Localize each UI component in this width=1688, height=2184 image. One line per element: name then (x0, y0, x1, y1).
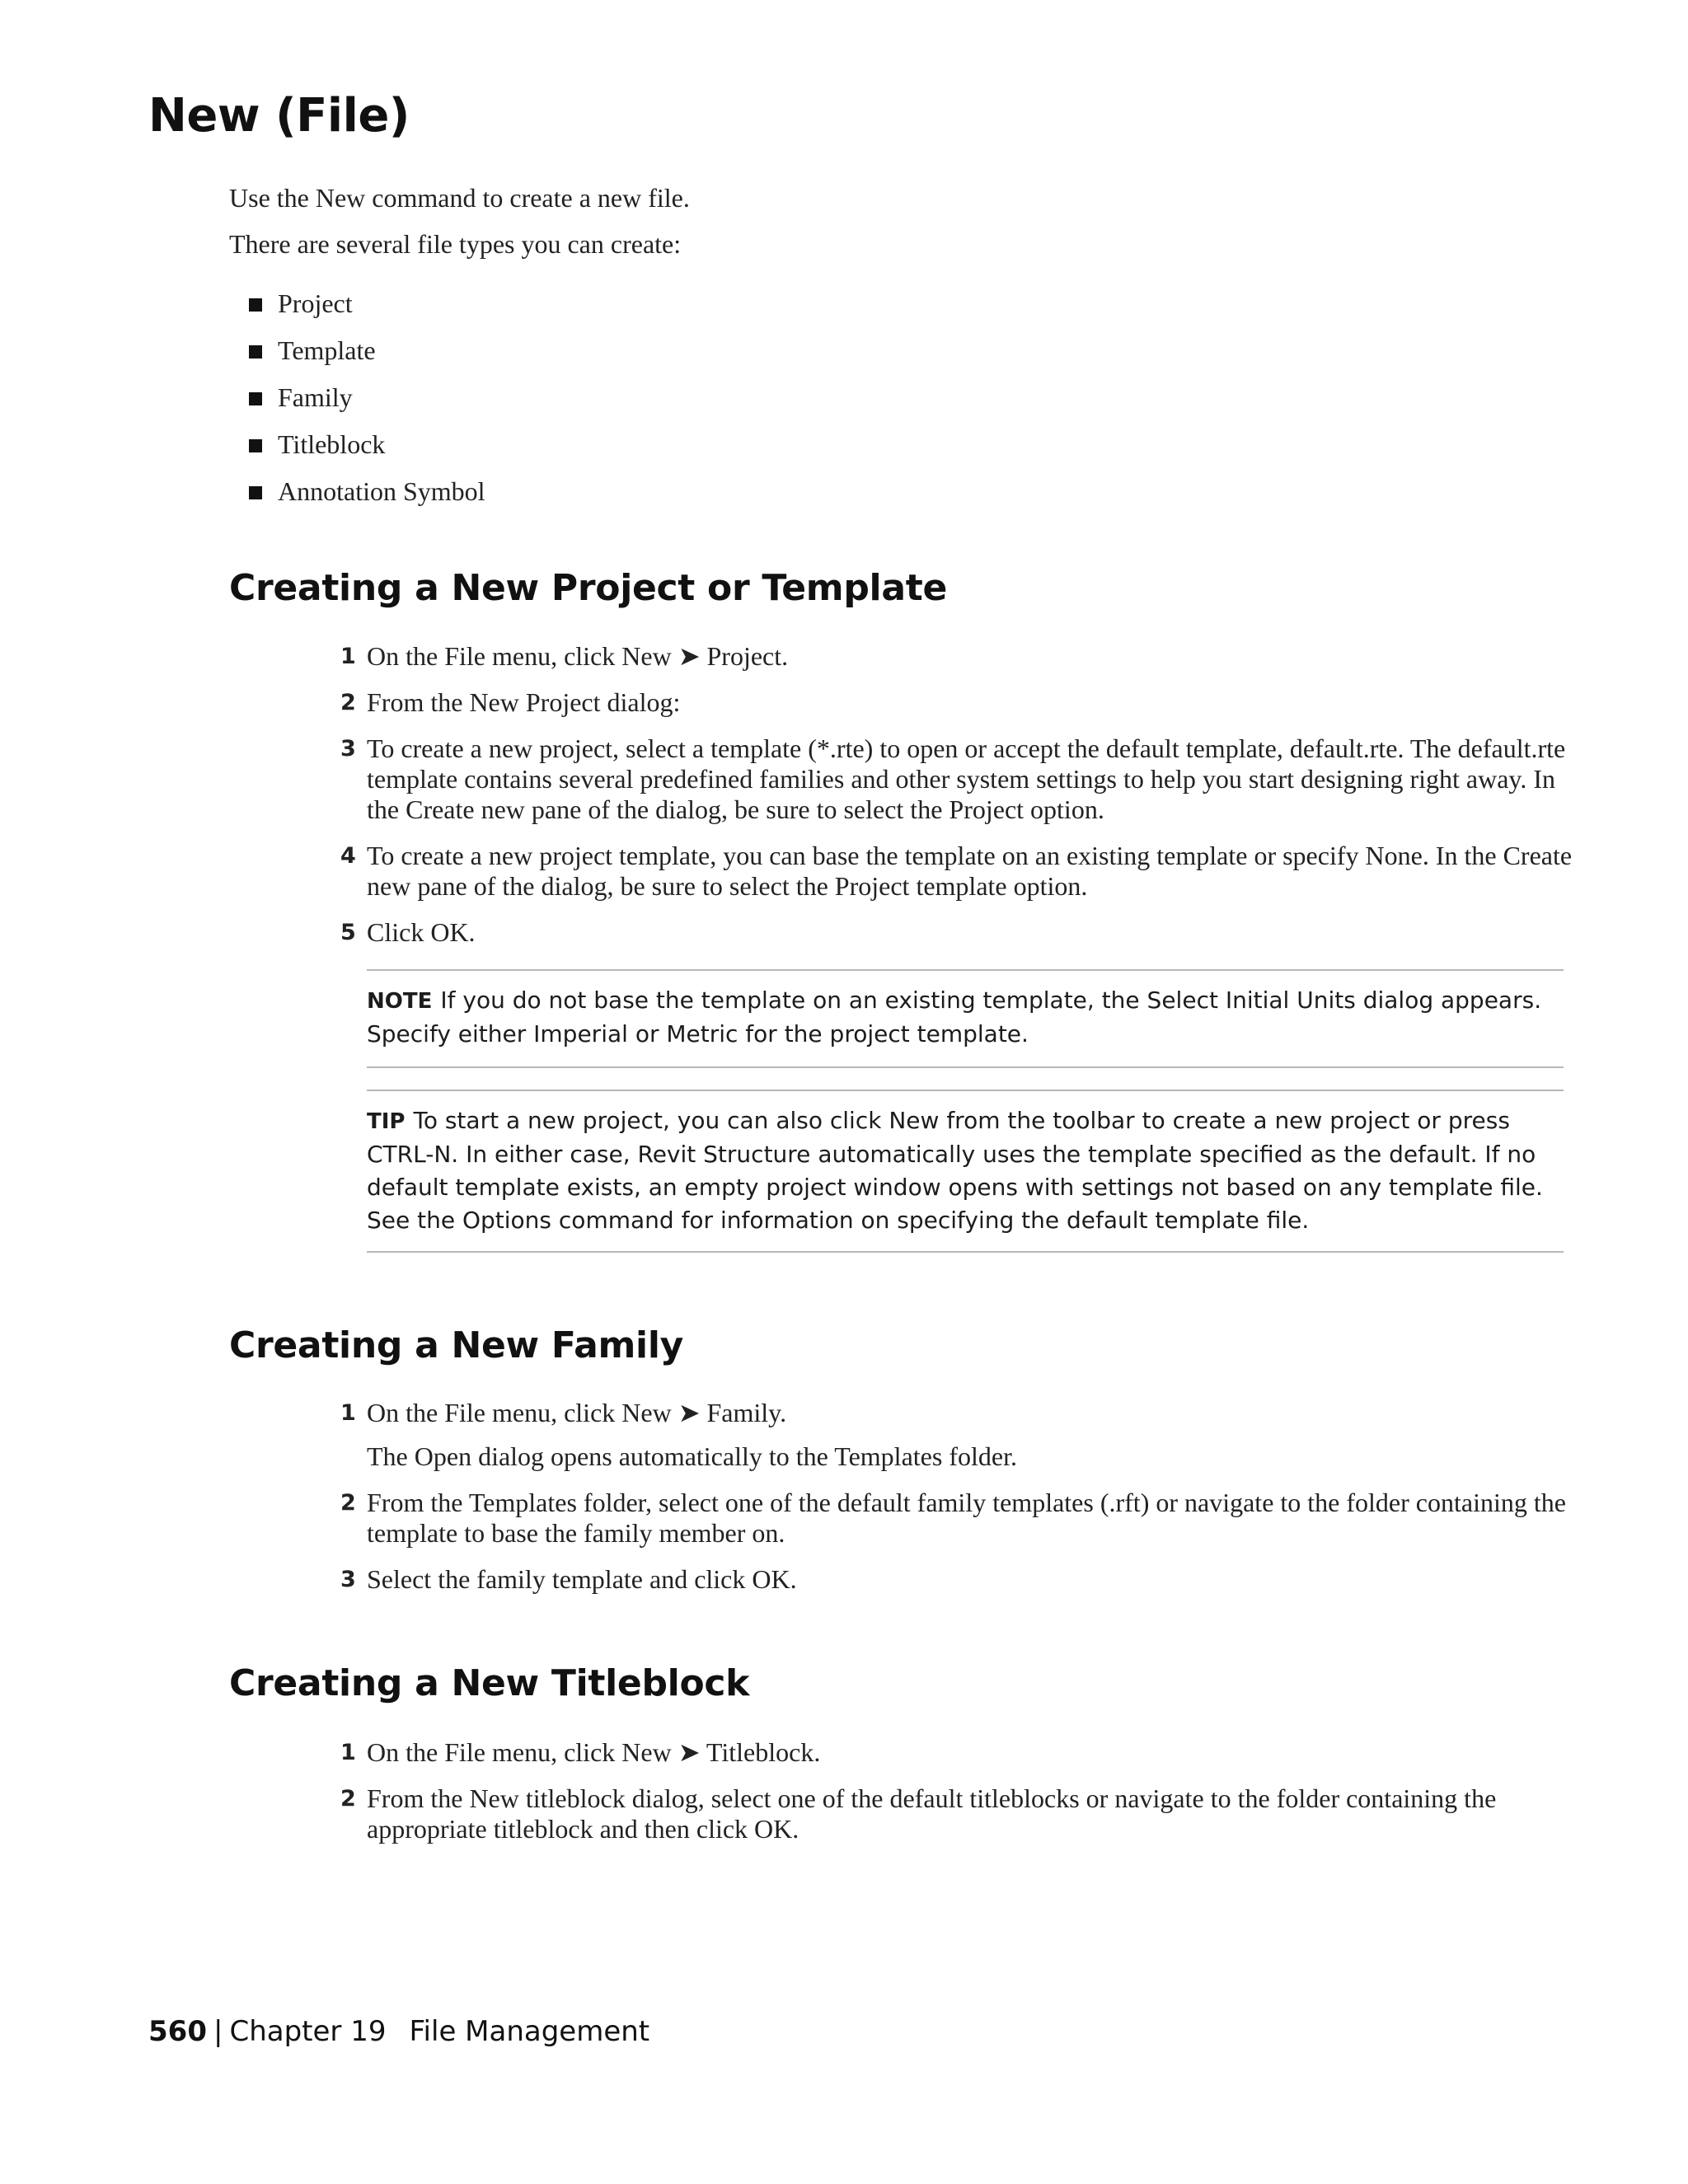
step-item: 5 Click OK. (340, 917, 476, 947)
step-item: 2 From the New titleblock dialog, select one of the default titleblocks or navigate to the folder containing the appropriate titleblock and then click OK. (340, 1783, 1497, 1844)
list-item: Annotation Symbol (247, 476, 485, 523)
bullet-square-icon (249, 392, 262, 405)
list-item: Project (247, 288, 485, 335)
section-title-project: Creating a New Project or Template (229, 567, 948, 609)
project-steps (338, 641, 1574, 963)
chapter-title: File Management (409, 2015, 650, 2048)
tip-callout (367, 1090, 1564, 1253)
note-label: NOTE (367, 989, 433, 1014)
step-item: 2 From the Templates folder, select one of the default family templates (.rft) or navigate to the folder containing the template to base the family member on. (340, 1488, 1566, 1548)
chapter-label: Chapter 19 (229, 2015, 387, 2048)
footer-separator: | (213, 2015, 223, 2048)
list-item: Titleblock (247, 429, 485, 476)
list-item: Template (247, 335, 485, 382)
section-title-titleblock: Creating a New Titleblock (229, 1662, 750, 1704)
titleblock-steps (338, 1737, 1574, 1860)
step-sub-text: The Open dialog opens automatically to the Templates folder. (367, 1441, 1017, 1471)
bullet-square-icon (249, 298, 262, 312)
step-item: 1 On the File menu, click New ➤ Titleblock. (340, 1737, 821, 1767)
step-item: 1 On the File menu, click New ➤ Family. The Open dialog opens automatically to the Templates folder. (338, 1398, 1574, 1472)
page-number: 560 (148, 2015, 207, 2048)
bullet-square-icon (249, 486, 262, 499)
page-title: New (File) (148, 89, 410, 143)
list-item: Family (247, 382, 485, 429)
section-title-family: Creating a New Family (229, 1324, 683, 1366)
step-item: 4 To create a new project template, you can base the template on an existing template or specify None. In the Create new pane of the dialog, be sure to select the Project template option. (340, 841, 1573, 901)
step-item: 3 Select the family template and click OK. (340, 1564, 797, 1594)
intro-line-1: Use the New command to create a new file. (229, 183, 690, 213)
bullet-square-icon (249, 439, 262, 452)
step-item: 3 To create a new project, select a template (*.rte) to open or accept the default template, default.rte. The default.rte template contains several predefined families and other system settings to help you start designing right away. In the Create new pane of the dialog, be sure to select the Project option. (340, 733, 1566, 824)
note-text: If you do not base the template on an existing template, the Select Initial Units dialog appears. Specify either Imperial or Metric for the project template. (367, 987, 1542, 1047)
file-types-list (247, 288, 485, 523)
bullet-square-icon (249, 345, 262, 359)
intro-line-2: There are several file types you can create: (229, 229, 682, 259)
page-footer (148, 2015, 649, 2048)
tip-label: TIP (367, 1109, 406, 1134)
step-item: 2 From the New Project dialog: (340, 687, 681, 717)
intro (229, 183, 1564, 275)
note-callout (367, 969, 1564, 1068)
tip-text: To start a new project, you can also click New from the toolbar to create a new project or press CTRL-N. In either case, Revit Structure automatically uses the template specified as the default. If no default template exists, an empty project window opens with settings not based on any template file. See the Options command for information on specifying the default template file. (367, 1107, 1543, 1234)
step-item: 1 On the File menu, click New ➤ Project. (340, 641, 789, 671)
family-steps (338, 1398, 1574, 1610)
